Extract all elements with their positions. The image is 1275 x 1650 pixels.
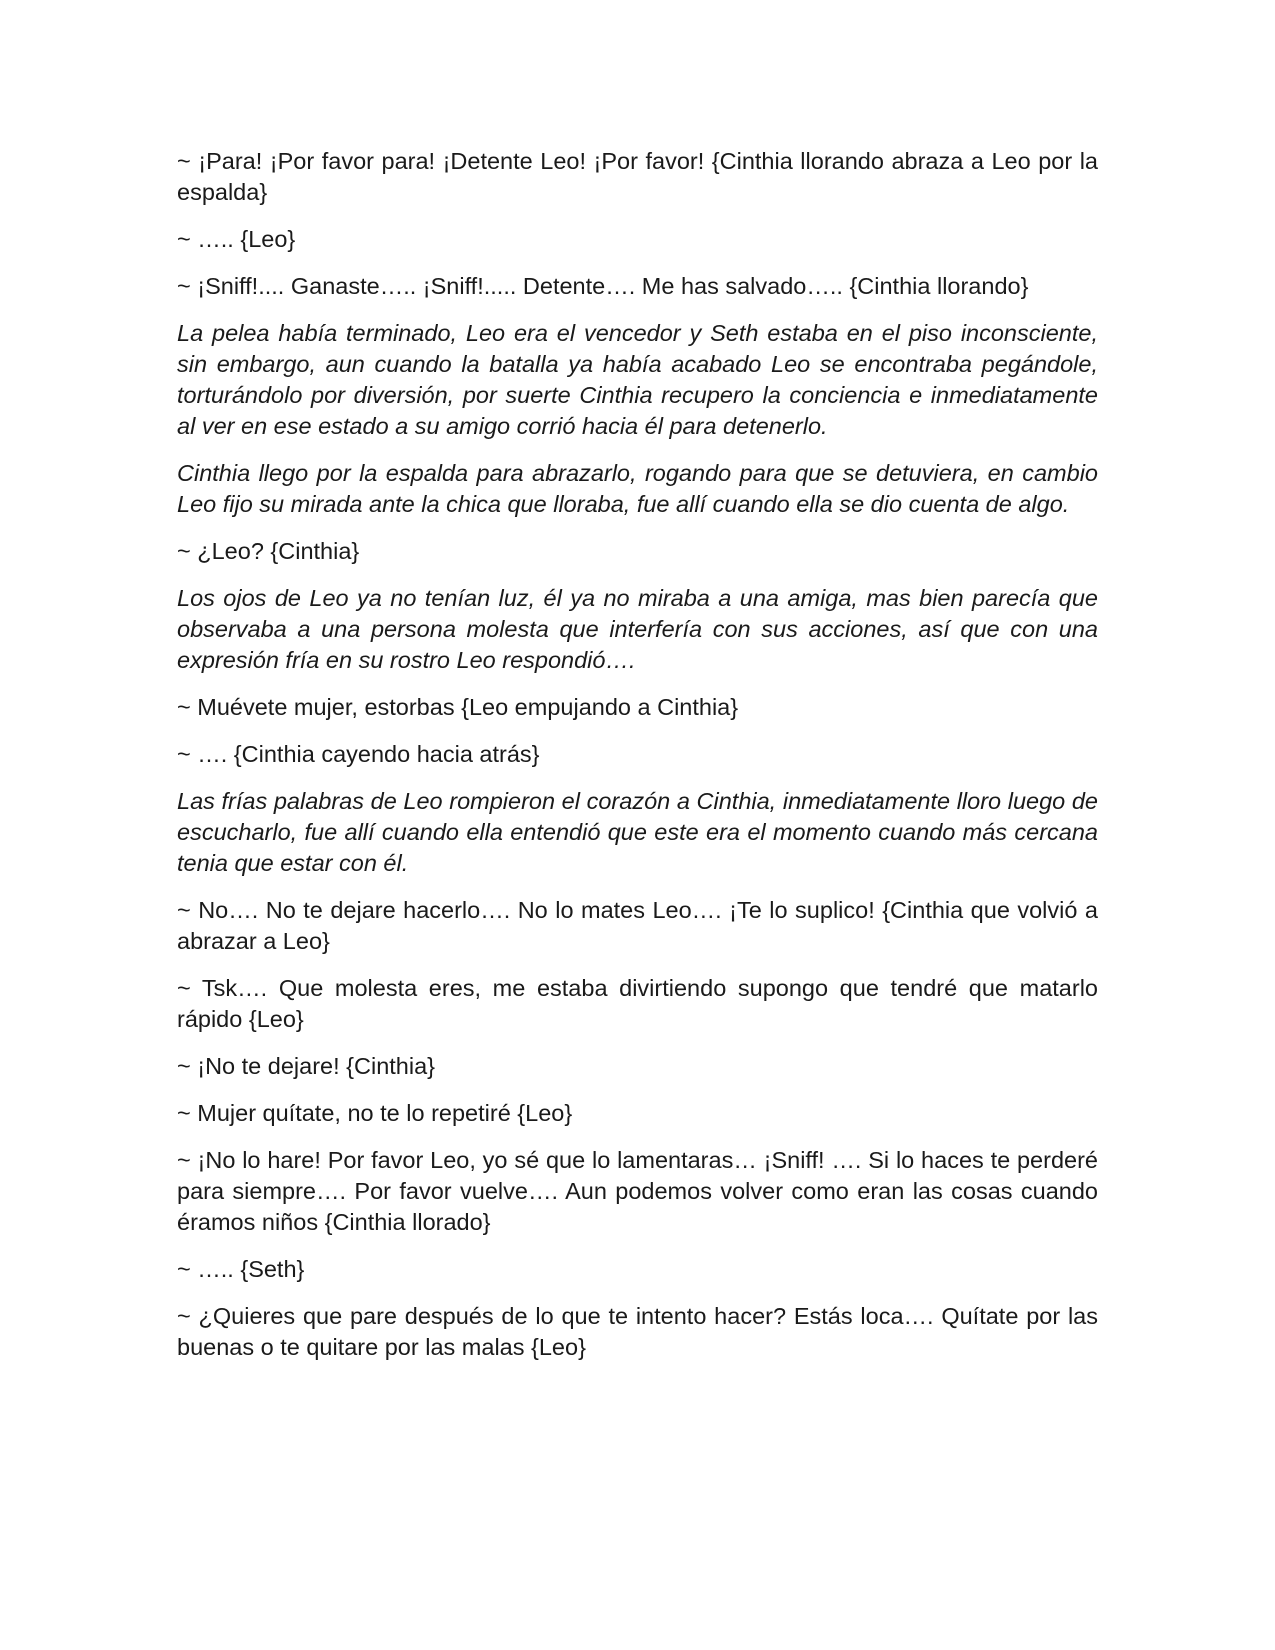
dialogue-line: ~ ¡No te dejare! {Cinthia} [177,1053,436,1079]
dialogue-line: ~ Muévete mujer, estorbas {Leo empujando a Cinthia} [177,694,739,720]
dialogue-line: ~ …. {Cinthia cayendo hacia atrás} [177,741,540,767]
narration-paragraph: Las frías palabras de Leo rompieron el corazón a Cinthia, inmediatamente lloro luego de escucharlo, fue allí cuando ella entendió que este era el momento cuando más cercana tenia que estar con él. [177,788,1098,876]
dialogue-line: ~ Mujer quítate, no te lo repetiré {Leo} [177,1100,573,1126]
dialogue-line: ~ ¡Sniff!.... Ganaste….. ¡Sniff!..... Detente…. Me has salvado….. {Cinthia llorando} [177,273,1029,299]
dialogue-line: ~ ¡Para! ¡Por favor para! ¡Detente Leo! ¡Por favor! {Cinthia llorando abraza a Leo por la espalda} [177,148,1098,205]
dialogue-line: ~ ….. {Seth} [177,1256,305,1282]
narration-paragraph: Cinthia llego por la espalda para abrazarlo, rogando para que se detuviera, en cambio Leo fijo su mirada ante la chica que lloraba, fue allí cuando ella se dio cuenta de algo. [177,460,1098,517]
narration-paragraph: Los ojos de Leo ya no tenían luz, él ya no miraba a una amiga, mas bien parecía que observaba a una persona molesta que interfería con sus acciones, así que con una expresión fría en su rostro Leo respondió…. [177,585,1098,673]
dialogue-line: ~ ¡No lo hare! Por favor Leo, yo sé que lo lamentaras… ¡Sniff! …. Si lo haces te perderé para siempre…. Por favor vuelve…. Aun podemos volver como eran las cosas cuando éramos niños {Cinthia llorado} [177,1147,1098,1235]
dialogue-line: ~ ….. {Leo} [177,226,296,252]
dialogue-line: ~ ¿Quieres que pare después de lo que te intento hacer? Estás loca…. Quítate por las buenas o te quitare por las malas {Leo} [177,1303,1098,1360]
narration-paragraph: La pelea había terminado, Leo era el vencedor y Seth estaba en el piso inconsciente, sin embargo, aun cuando la batalla ya había acabado Leo se encontraba pegándole, torturándolo por diversión, por suerte Cinthia recupero la conciencia e inmediatamente al ver en ese estado a su amigo corrió hacia él para detenerlo. [177,320,1098,439]
dialogue-line: ~ ¿Leo? {Cinthia} [177,538,360,564]
dialogue-line: ~ Tsk…. Que molesta eres, me estaba divirtiendo supongo que tendré que matarlo rápido {Leo} [177,975,1098,1032]
dialogue-line: ~ No…. No te dejare hacerlo…. No lo mates Leo…. ¡Te lo suplico! {Cinthia que volvió a abrazar a Leo} [177,897,1098,954]
document-body [177,146,1098,1379]
